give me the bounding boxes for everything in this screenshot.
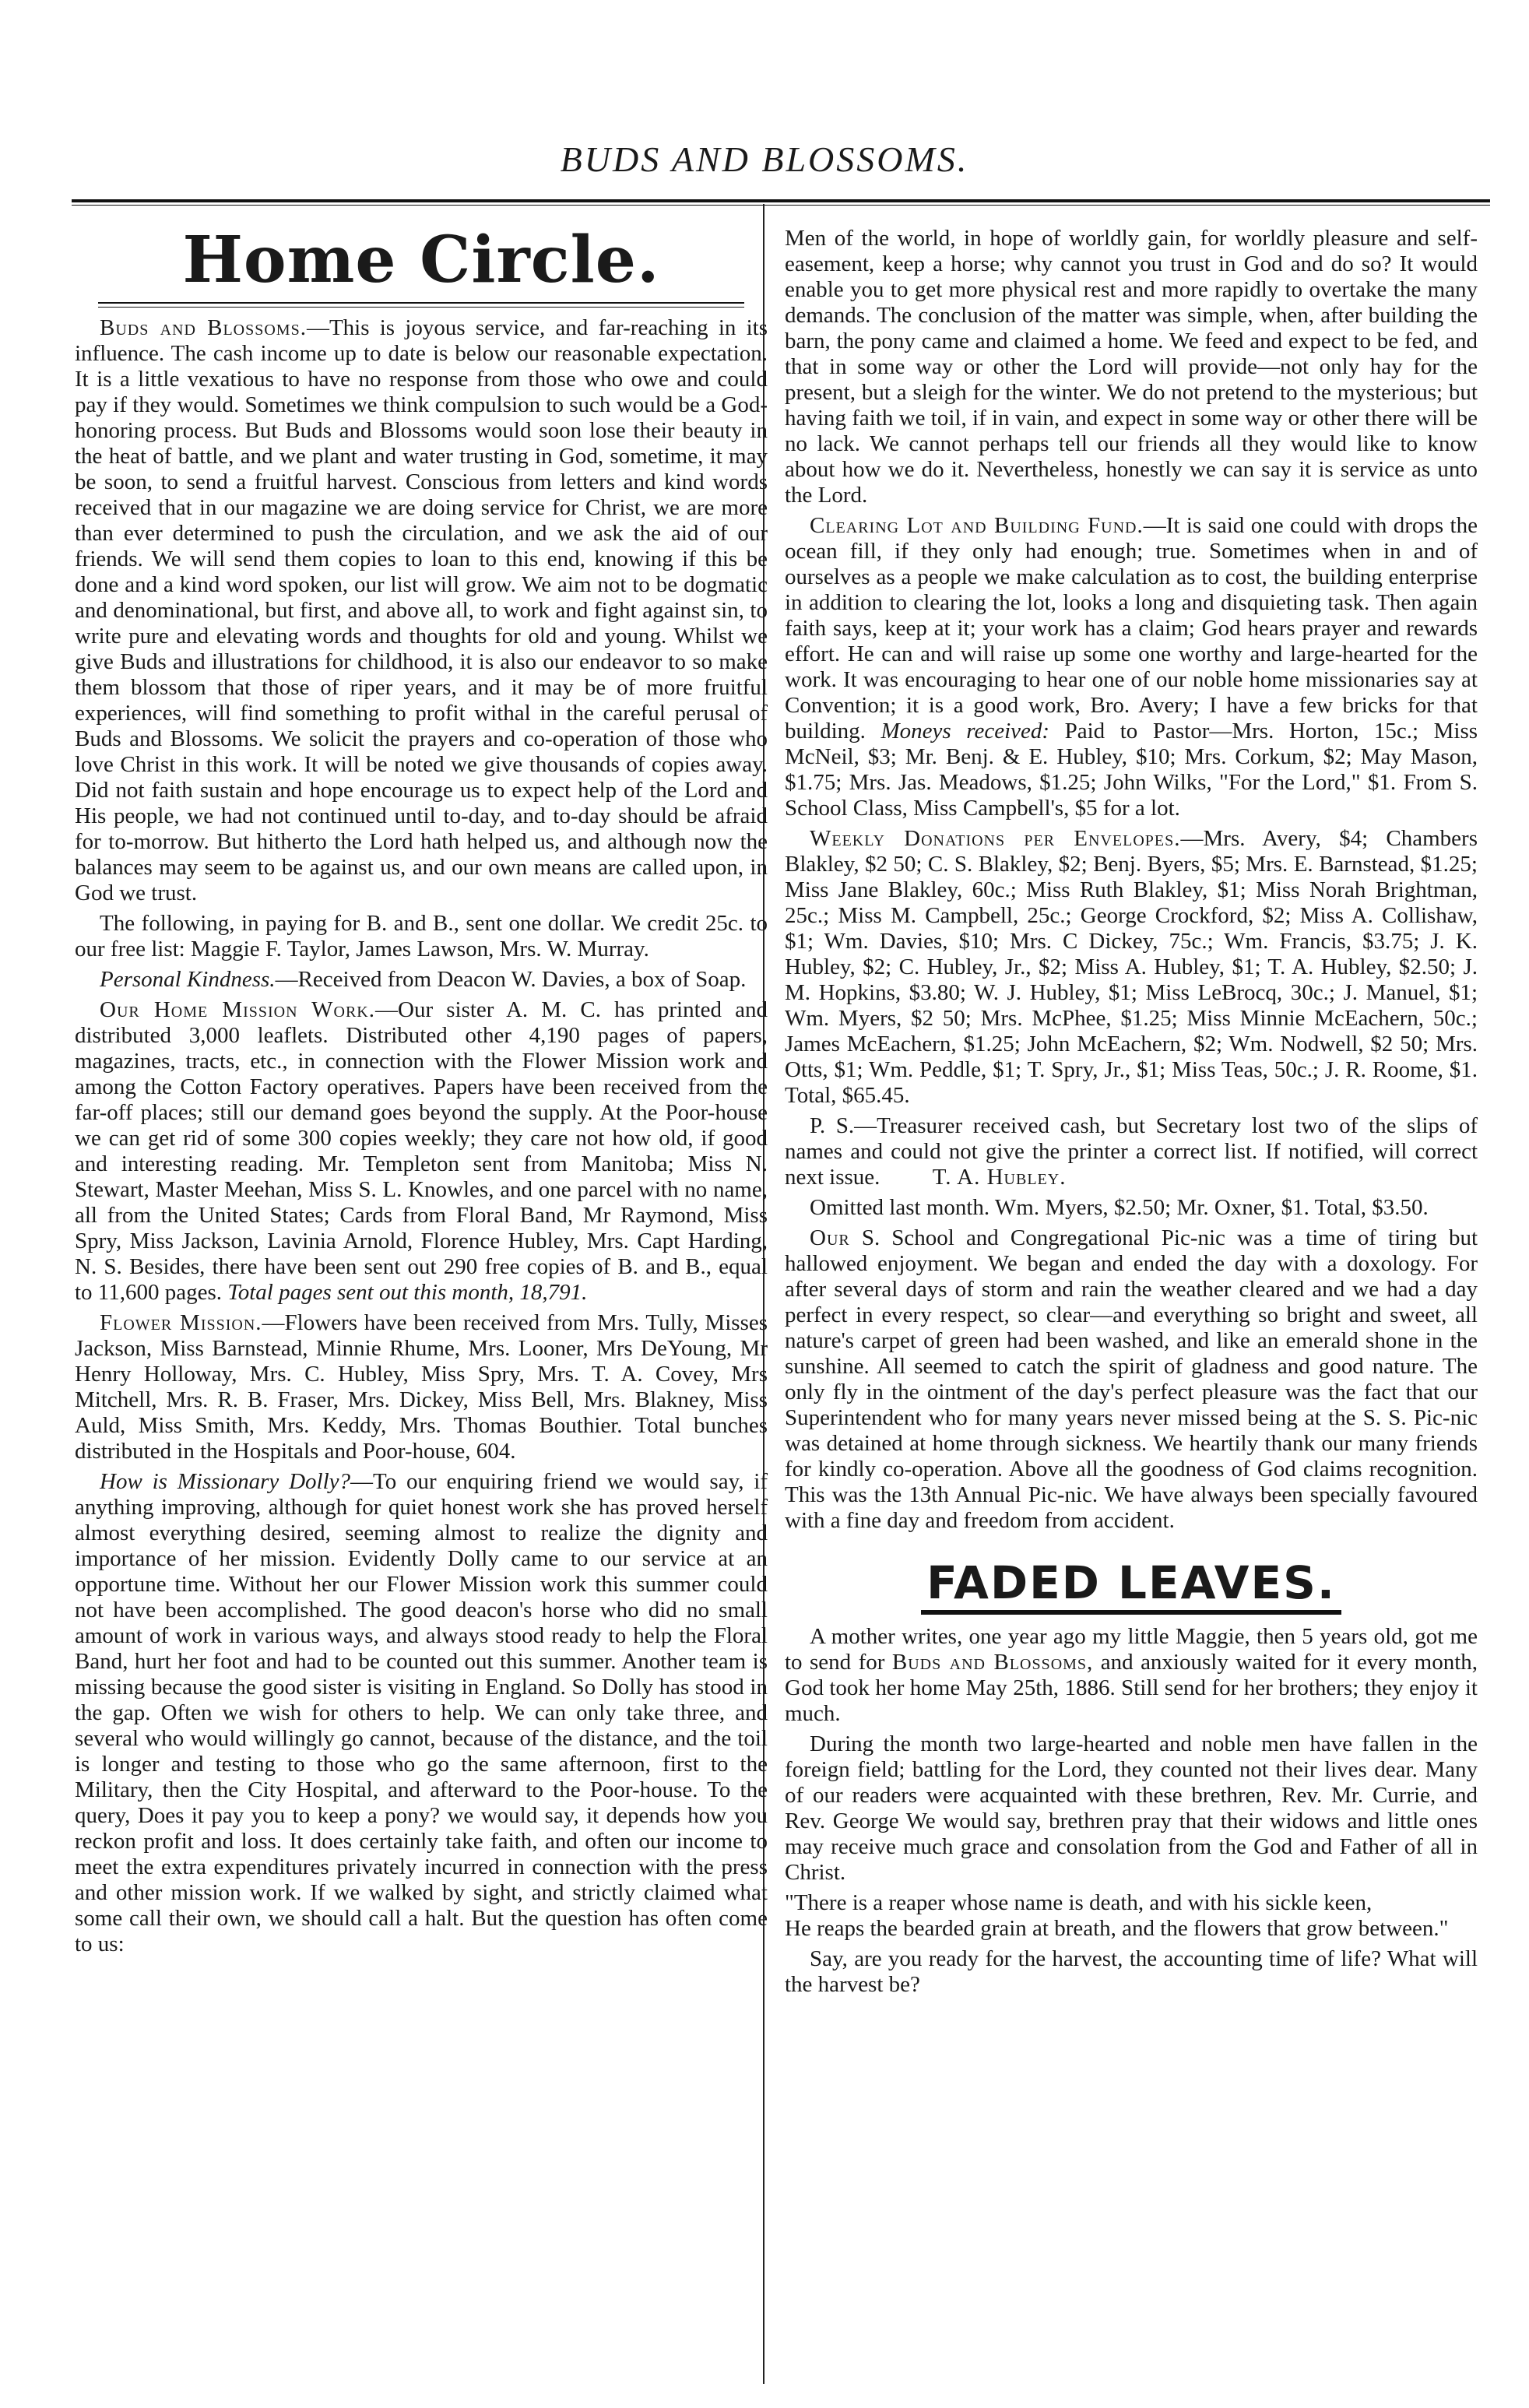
paragraph-body: —This is joyous service, and far-reaching in its influence. The cash income up to date is below our reasonable expectation. It is a little vexatious to have no response from those who owe and could pay if they would. Sometimes we think compulsion to such would be a God-honoring process. But Buds and Blossoms would soon lose their beauty in the heat of battle, and we plant and water trusting in God, sometime, it may be soon, to send a fruitful harvest. Conscious from letters and kind words received that in our magazine we are doing service for Christ, we are more than ever determined to push the circulation, and we ask the aid of our friends. We will send them copies to loan to this end, knowing if this be done and a kind word spoken, our list will grow. We aim not to be dogmatic and denominational, but first, and above all, to work and fight against sin, to write pure and elevating words and thoughts for old and young. Whilst we give Buds and illustrations for childhood, it is also our endeavor to so make them blossom that those of riper years, and it may be of more fruitful experiences, will find something to profit withal in the careful perusal of Buds and Blossoms. We solicit the prayers and co-operation of those who love Christ in this work. It will be noted we give thousands of copies away. Did not faith sustain and hope encourage us to expect help of the Lord and His people, we had not continued until to-day, and to-day should be afraid for to-morrow. But hitherto the Lord hath helped us, and although now the balances may seem to be against us, and our own means are called upon, in God we trust. <box>75 315 768 905</box>
paragraph-body: S. School and Congregational Pic-nic was a time of tiring but hallowed enjoyment. We began and ended the day with a doxology. For after several days of storm and rain the weather cleared and we had a day perfect in every respect, so clear—and everything so bright and sweet, all nature's carpet of green had been washed, and like an emerald shone in the sunshine. All seemed to catch the spirit of gladness and good nature. The only fly in the ointment of the day's perfect pleasure was the fact that our Superintendent who for many years never missed being at the S. S. Pic-nic was detained at home through sickness. We heartily thank our many friends for kindly co-operation. Above all the goodness of God claims recognition. This was the 13th Annual Pic-nic. We have always been specially favoured with a fine day and freedom from accident. <box>785 1225 1478 1533</box>
right-column <box>785 226 1478 2002</box>
personal-kindness-paragraph <box>75 967 768 993</box>
weekly-donations-paragraph <box>785 826 1478 1109</box>
paragraph-lead: Flower Mission. <box>100 1310 262 1335</box>
paragraph-lead: How is Missionary Dolly? <box>100 1469 350 1494</box>
header-rule <box>72 199 1490 202</box>
postscript-paragraph <box>785 1113 1478 1190</box>
paragraph-body: A mother writes, one year ago my little Maggie, then 5 years old, got me to send for <box>785 1624 1478 1675</box>
omitted-paragraph: Omitted last month. Wm. Myers, $2.50; Mr. Oxner, $1. Total, $3.50. <box>810 1195 1429 1220</box>
home-circle-title: Home Circle. <box>182 223 660 297</box>
building-fund-paragraph <box>785 513 1478 821</box>
header-rule-thin <box>72 205 1490 206</box>
home-mission-paragraph <box>75 997 768 1306</box>
paragraph-body: —To our enquiring friend we would say, if anything improving, although for quiet honest work she has proved herself almost everything desired, seeming almost to realize the dignity and importance of her mission. Evidently Dolly came to our service at an opportune time. Without her our Flower Mission work this summer could not have been accomplished. The good deacon's horse who did no small amount of work in various ways, and always stood ready to help the Floral Band, hurt her foot and had to be counted out this summer. Another team is missing because the good sister is visiting in England. So Dolly has stood in the gap. Often we wish for others to help. We can only take three, and several who would willingly go cannot, because of the distance, and the toil is longer and testing to those who go the same afternoon, first to the Military, then the City Hospital, and afterward to the Poor-house. To the query, Does it pay you to keep a pony? we would say, it depends how you reckon profit and loss. It does certainly take faith, and often our income to meet the extra expenditures privately incurred in connection with the press and other mission work. If we walked by sight, and strictly claimed what some call their own, we should call a halt. But the question has often come to us: <box>75 1469 768 1956</box>
running-head: BUDS AND BLOSSOMS. <box>560 139 969 179</box>
paragraph-body: P. S.—Treasurer received cash, but Secretary lost two of the slips of names and could not give the printer a correct list. If notified, will correct next issue. <box>785 1113 1478 1190</box>
paragraph-body: —Mrs. Avery, $4; Chambers Blakley, $2 50; C. S. Blakley, $2; Benj. Byers, $5; Mrs. E. Barnstead, $1.25; Miss Jane Blakley, 60c.; Miss Ruth Blakley, $1; Miss Norah Brightman, 25c.; Miss M. Campbell, 25c.; George Crockford, $2; Miss A. Collishaw, $1; Wm. Davies, $10; Mrs. C Dickey, 75c.; Wm. Francis, $3.75; J. K. Hubley, $2; C. Hubley, Jr., $2; Miss A. Hubley, $1; T. A. Hubley, $2.50; J. M. Hopkins, $3.80; W. J. Hubley, $1; Miss LeBrocq, 30c.; J. Manuel, $1; Wm. Myers, $2 50; Mrs. McPhee, $1.25; Miss Minnie McEachern, 50c.; James McEachern, $1.25; John McEachern, $2; Wm. Nodwell, $2 50; Mrs. Otts, $1; Wm. Peddle, $1; T. Spry, Jr., $1; Miss Teas, 50c.; J. R. Roome, $1. Total, $65.45. <box>785 826 1478 1108</box>
faded-leaves-title: FADED LEAVES. <box>921 1556 1341 1615</box>
buds-blossoms-paragraph <box>75 315 768 906</box>
maggie-paragraph <box>785 1624 1478 1727</box>
paragraph-body: —Flowers have been received from Mrs. Tully, Misses Jackson, Miss Barnstead, Minnie Rhume, Mrs. Looner, Mrs DeYoung, Mr Henry Holloway, Mrs. C. Hubley, Miss Spry, Mrs. T. A. Covey, Mrs Mitchell, Mrs. R. B. Fraser, Mrs. Dickey, Miss Bell, Mrs. Blakney, Miss Auld, Miss Smith, Mrs. Keddy, Mrs. Thomas Bouthier. Total bunches distributed in the Hospitals and Poor-house, 604. <box>75 1310 768 1464</box>
verse-line: "There is a reaper whose name is death, and with his sickle keen, <box>785 1890 1373 1915</box>
left-column <box>75 220 768 1962</box>
paragraph-lead: Personal Kindness. <box>100 967 276 992</box>
title-rule-thin <box>98 307 744 308</box>
paragraph-body: —It is said one could with drops the ocean fill, if they only had enough; true. Sometimes when in and of ourselves as a people we make calculation as to cost, the building enterprise in addition to clearing the lot, looks a long and disquieting task. Then again faith says, keep at it; your work has a claim; God hears prayer and rewards effort. He can and will raise up some one worthy and large-hearted for the work. It was encouraging to hear one of our noble home missionaries say at Convention; it is a good work, Bro. Avery; I have a few bricks for that building. <box>785 513 1478 743</box>
paragraph-body: —Our sister A. M. C. has printed and distributed 3,000 leaflets. Distributed other 4,190 pages of papers, magazines, tracts, etc., in connection with the Flower Mission work and among the Cotton Factory operatives. Papers have been received from the far-off places; still our demand goes beyond the supply. At the Poor-house we can get rid of some 300 copies weekly; they care not how old, if good and interesting reading. Mr. Templeton sent from Manitoba; Miss N. Stewart, Master Meehan, Miss S. L. Knowles, and one parcel with no name, all from the United States; Cards from Floral Band, Mr Raymond, Miss Spry, Miss Jackson, Lavinia Arnold, Florence Hubley, Mrs. Capt Harding, N. S. Besides, there have been sent out 290 free copies of B. and B., equal to 11,600 pages. <box>75 997 768 1305</box>
flower-mission-paragraph <box>75 1310 768 1464</box>
magazine-name: Buds and Blossoms, <box>891 1650 1094 1675</box>
moneys-received-list: Paid to Pastor—Mrs. Horton, 15c.; Miss McNeil, $3; Mr. Benj. & E. Hubley, $10; Mrs. Corkum, $2; May Mason, $1.75; Mrs. Jas. Meadows, $1.25; John Wilks, "For the Lord," $1. From S. School Class, Miss Campbell's, $5 for a lot. <box>785 719 1478 821</box>
paragraph-lead: Our <box>810 1225 850 1250</box>
paragraph-tail: Total pages sent out this month, 18,791. <box>227 1280 588 1305</box>
title-rule <box>98 302 744 304</box>
verse-line: He reaps the bearded grain at breath, and the flowers that grow between." <box>785 1916 1449 1941</box>
paragraph-lead: Buds and Blossoms. <box>100 315 307 340</box>
treasurer-signature: T. A. Hubley. <box>932 1165 1067 1190</box>
free-list-paragraph: The following, in paying for B. and B., sent one dollar. We credit 25c. to our free list: Maggie F. Taylor, James Lawson, Mrs. W. Murray. <box>75 911 768 961</box>
paragraph-lead: Our Home Mission Work. <box>100 997 376 1022</box>
foreign-field-paragraph: During the month two large-hearted and noble men have fallen in the foreign field; battling for the Lord, they counted not their lives dear. Many of our readers were acquainted with these brethren, Rev. Mr. Currie, and Rev. George We would say, brethren pray that their widows and little ones may receive much grace and consolation from the God and Father of all in Christ. <box>785 1731 1478 1885</box>
continued-paragraph: Men of the world, in hope of worldly gain, for worldly pleasure and self-easement, keep a horse; why cannot you trust in God and do so? It would enable you to get more physical rest and more rapidly to overtake the many demands. The conclusion of the matter was simple, when, after building the barn, the pony came and claimed a home. We feed and expect to be fed, and that in some way or other the Lord will provide—not only hay for the present, but a sleigh for the winter. We do not pretend to the mysterious; but having faith we toil, if in vain, and expect in some way or other there will be no lack. We cannot perhaps tell our friends all they would like to know about how we do it. Nevertheless, honestly we can say it is service as unto the Lord. <box>785 226 1478 508</box>
moneys-received-label: Moneys received: <box>880 719 1050 743</box>
paragraph-lead: Weekly Donations per Envelopes. <box>810 826 1181 851</box>
picnic-paragraph <box>785 1225 1478 1534</box>
harvest-paragraph: Say, are you ready for the harvest, the accounting time of life? What will the harvest be? <box>785 1946 1478 1997</box>
paragraph-lead: Clearing Lot and Building Fund. <box>810 513 1144 538</box>
paragraph-body: —Received from Deacon W. Davies, a box of Soap. <box>275 967 747 992</box>
missionary-dolly-paragraph <box>75 1469 768 1957</box>
paragraph-body-end: and anxiously waited for it every month, God took her home May 25th, 1886. Still send for her brothers; they enjoy it much. <box>785 1650 1478 1726</box>
verse-quote <box>785 1890 1478 1942</box>
